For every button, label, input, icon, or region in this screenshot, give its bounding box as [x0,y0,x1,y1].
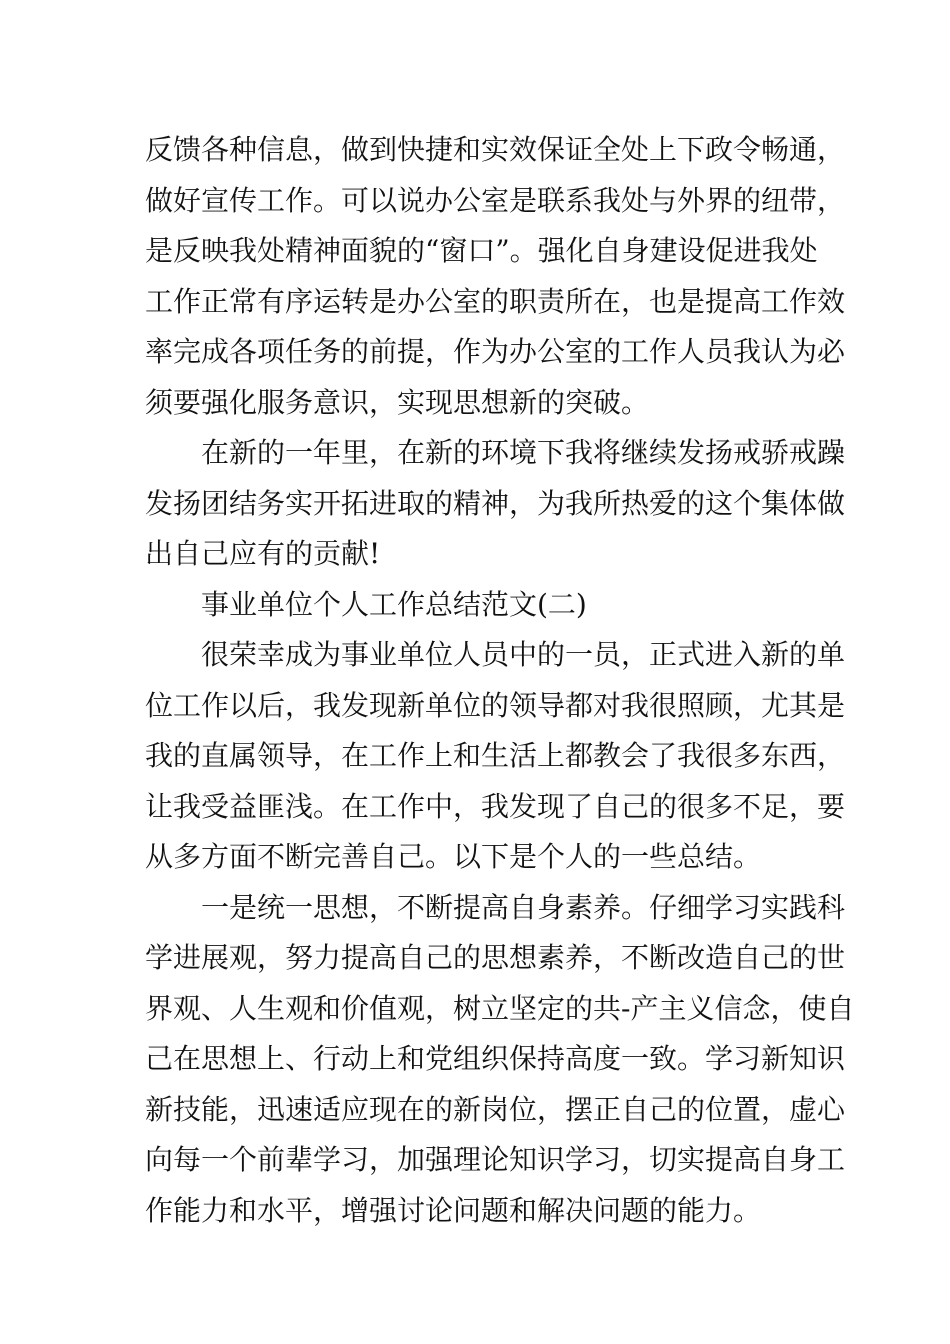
document-body [145,125,855,1236]
text-line: 事业单位个人工作总结范文(二) [201,587,587,621]
text-line: 做好宣传工作。可以说办公室是联系我处与外界的纽带， [145,183,846,217]
text-line: 一是统一思想，不断提高自身素养。仔细学习实践科 [201,890,846,924]
text-line: 率完成各项任务的前提，作为办公室的工作人员我认为必 [145,335,846,368]
text-line: 我的直属领导，在工作上和生活上都教会了我很多东西， [145,739,846,772]
text-line: 己在思想上、行动上和党组织保持高度一致。学习新知识 [145,1042,846,1075]
text-line: 作能力和水平，增强讨论问题和解决问题的能力。 [145,1193,762,1227]
text-line: 在新的一年里，在新的环境下我将继续发扬戒骄戒躁 [201,436,846,469]
text-line: 反馈各种信息，做到快捷和实效保证全处上下政令畅通， [145,133,846,166]
text-line: 从多方面不断完善自己。以下是个人的一些总结。 [145,840,762,873]
text-line: 界观、人生观和价值观，树立坚定的共-产主义信念，使自 [145,991,855,1025]
text-line: 发扬团结务实开拓进取的精神，为我所热爱的这个集体做 [145,486,846,520]
text-line: 学进展观，努力提高自己的思想素养，不断改造自己的世 [145,941,846,974]
text-line: 须要强化服务意识，实现思想新的突破。 [145,385,650,419]
text-line: 向每一个前辈学习，加强理论知识学习，切实提高自身工 [145,1143,846,1176]
text-line: 是反映我处精神面貌的“窗口”。强化自身建设促进我处 [145,234,818,267]
text-line: 位工作以后，我发现新单位的领导都对我很照顾，尤其是 [145,688,846,722]
text-line: 出自己应有的贡献! [145,537,381,570]
text-line: 工作正常有序运转是办公室的职责所在，也是提高工作效 [145,284,846,318]
text-line: 让我受益匪浅。在工作中，我发现了自己的很多不足，要 [145,789,846,823]
text-line: 新技能，迅速适应现在的新岗位，摆正自己的位置，虚心 [145,1092,846,1126]
text-line: 很荣幸成为事业单位人员中的一员，正式进入新的单 [201,638,846,671]
